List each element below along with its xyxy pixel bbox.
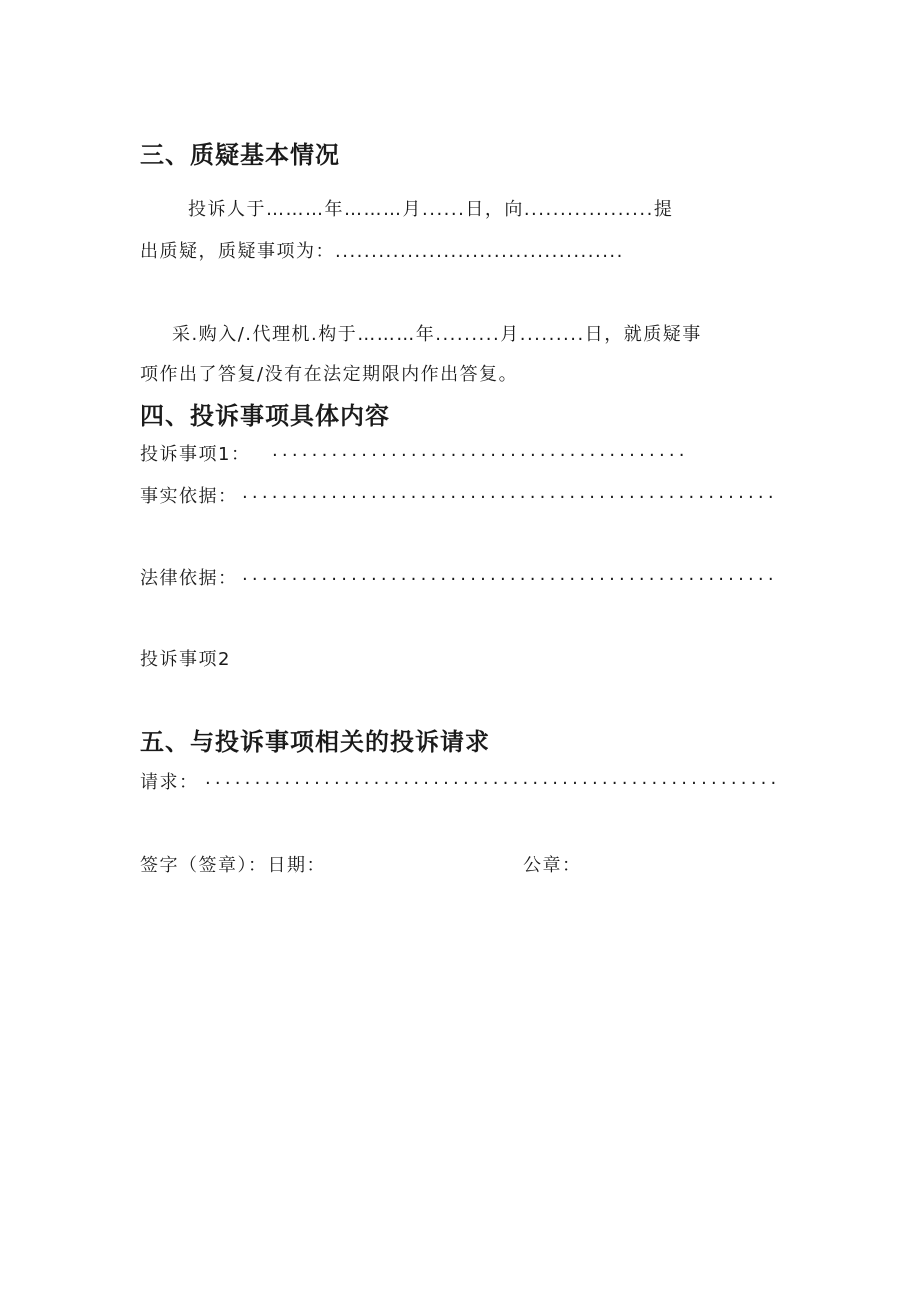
section-3-heading: 三、质疑基本情况 — [140, 141, 340, 169]
request-label: 请求： — [140, 772, 199, 793]
fact-basis-label: 事实依据： — [140, 486, 238, 507]
fact-basis-fill-line: ...................................................... — [242, 482, 778, 503]
section-4-heading: 四、投诉事项具体内容 — [140, 402, 390, 430]
request-fill-line: .......................................................... — [205, 768, 781, 789]
signature-date-label: 签字（签章）：日期： — [140, 855, 326, 876]
legal-basis-fill-line: ...................................................... — [242, 564, 778, 585]
official-seal-label: 公章： — [523, 855, 582, 876]
complaint-item-1-label: 投诉事项1： — [140, 444, 251, 465]
section-5-heading: 五、与投诉事项相关的投诉请求 — [140, 728, 490, 756]
complaint-item-1-fill-line: .......................................... — [272, 440, 689, 461]
section-3-paragraph-1-line-1: 投诉人于………年………月......日，向..................提 — [188, 199, 674, 220]
section-3-paragraph-2-line-1: 采.购入/.代理机.构于………年.........月.........日，就质疑事 — [172, 324, 702, 345]
complaint-item-2-label: 投诉事项2 — [140, 649, 231, 670]
legal-basis-label: 法律依据： — [140, 568, 238, 589]
section-3-paragraph-2-line-2: 项作出了答复/没有在法定期限内作出答复。 — [140, 364, 519, 385]
section-3-paragraph-1-line-2: 出质疑，质疑事项为：........................................ — [140, 241, 624, 262]
